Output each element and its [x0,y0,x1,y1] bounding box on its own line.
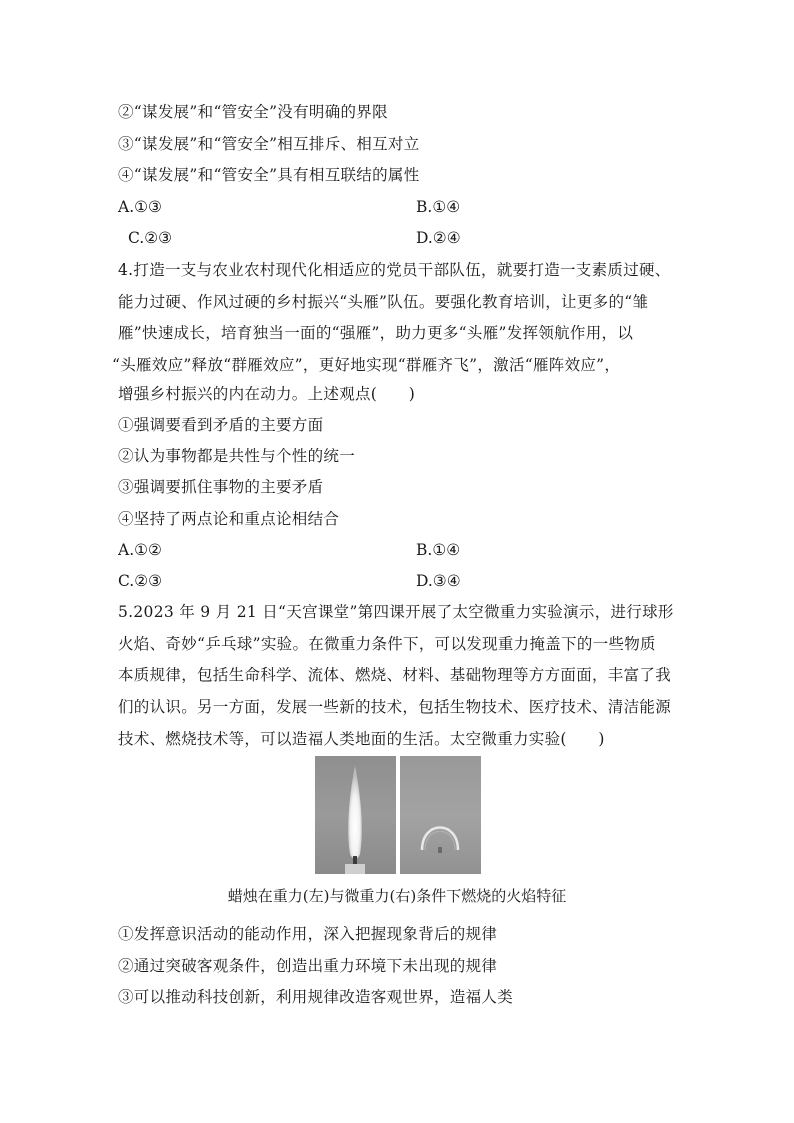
q4-stem-line-5: 增强乡村振兴的内在动力。上述观点( ) [118,385,416,403]
q4-stem-line-1: 4.打造一支与农业农村现代化相适应的党员干部队伍，就要打造一支素质过硬、 [118,261,671,279]
q3-option-d: D.②④ [416,229,461,247]
q4-option-b: B.①④ [416,541,461,559]
q5-stem-line-5: 技术、燃烧技术等，可以造福人类地面的生活。太空微重力实验( ) [118,730,605,748]
q5-stem-line-3: 本质规律，包括生命科学、流体、燃烧、材料、基础物理等方方面面，丰富了我 [118,666,672,684]
q5-statement-1: ①发挥意识活动的能动作用，深入把握现象背后的规律 [118,925,498,943]
q4-stem-line-2: 能力过硬、作风过硬的乡村振兴“头雁”队伍。要强化教育培训，让更多的“雏 [118,293,649,311]
q5-stem-line-1: 5.2023 年 9 月 21 日“天宫课堂”第四课开展了太空微重力实验演示，进行球形 [118,603,674,621]
candle-flame-figure [315,756,481,874]
q3-statement-2: ②“谋发展”和“管安全”没有明确的界限 [118,103,388,121]
q4-statement-4: ④坚持了两点论和重点论相结合 [118,510,340,528]
q4-stem-line-4: “头雁效应”释放“群雁效应”，更好地实现“群雁齐飞”，激活“雁阵效应”， [112,356,621,374]
q5-statement-2: ②通过突破客观条件，创造出重力环境下未出现的规律 [118,957,498,975]
spherical-flame-icon [400,756,481,874]
q4-stem-line-3: 雁”快速成长，培育独当一面的“强雁”，助力更多“头雁”发挥领航作用，以 [118,324,634,342]
q4-option-d: D.③④ [416,572,461,590]
q5-stem-line-4: 们的认识。另一方面，发展一些新的技术，包括生物技术、医疗技术、清洁能源 [118,698,672,716]
q5-statement-3: ③可以推动科技创新，利用规律改造客观世界，造福人类 [118,988,514,1006]
microgravity-flame-photo [400,756,481,874]
q3-option-a: A.①③ [118,198,162,216]
gravity-flame-photo [315,756,396,874]
elongated-flame-icon [315,756,396,874]
q4-option-c: C.②③ [118,572,163,590]
q5-stem-line-2: 火焰、奇妙“乒乓球”实验。在微重力条件下，可以发现重力掩盖下的一些物质 [118,635,656,653]
q3-option-b: B.①④ [416,198,461,216]
q4-statement-1: ①强调要看到矛盾的主要方面 [118,416,324,434]
q4-statement-3: ③强调要抓住事物的主要矛盾 [118,478,324,496]
figure-caption: 蜡烛在重力(左)与微重力(右)条件下燃烧的火焰特征 [227,887,567,905]
q4-option-a: A.①② [118,541,162,559]
q3-statement-3: ③“谋发展”和“管安全”相互排斥、相互对立 [118,135,420,153]
q3-option-c: C.②③ [128,229,173,247]
q4-statement-2: ②认为事物都是共性与个性的统一 [118,447,356,465]
q3-statement-4: ④“谋发展”和“管安全”具有相互联结的属性 [118,166,420,184]
